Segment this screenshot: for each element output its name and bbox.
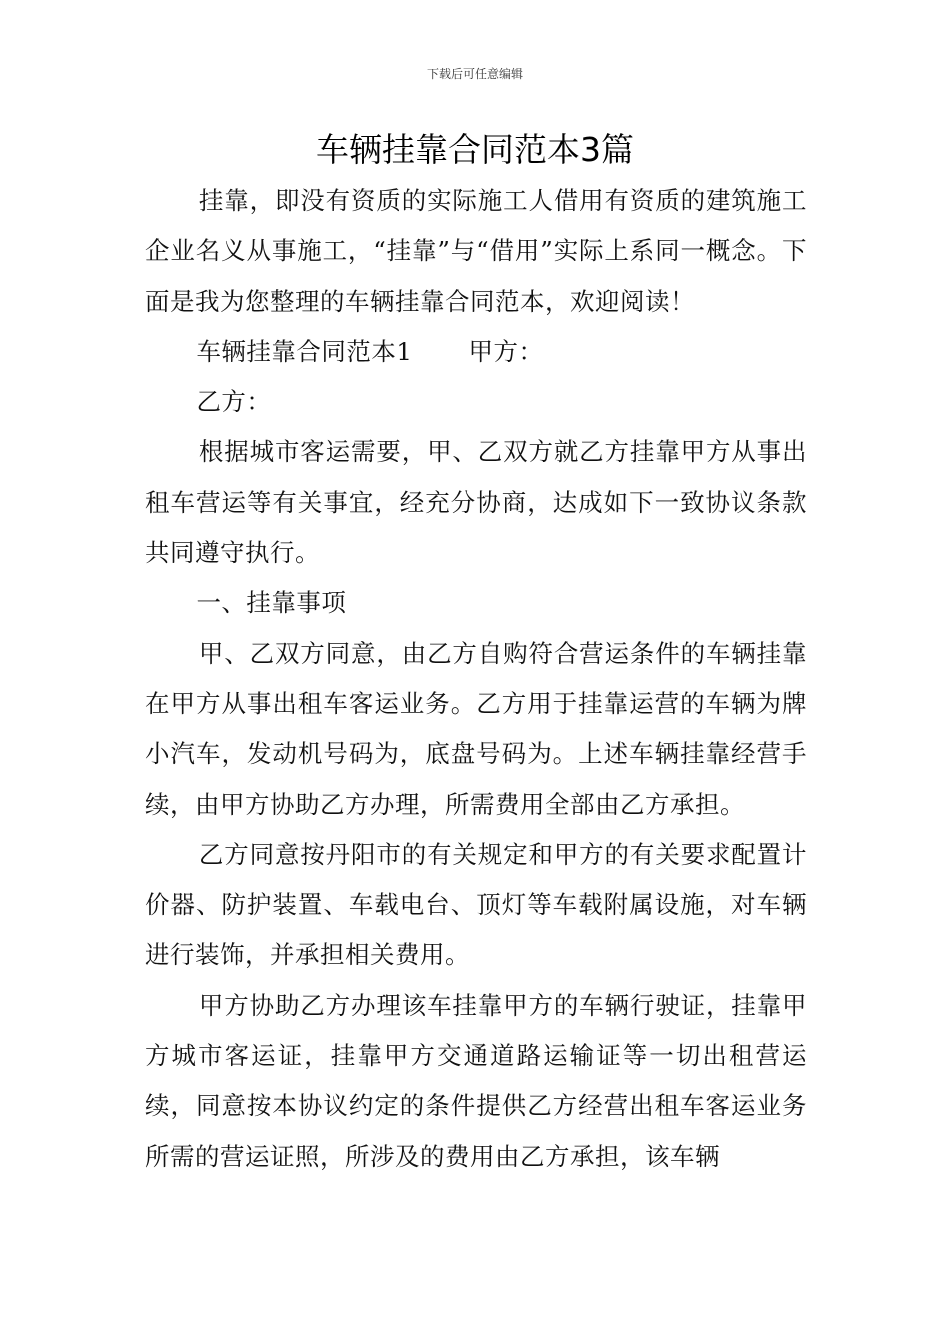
document-body [145,176,807,1182]
document-title: 车辆挂靠合同范本3篇 [316,130,634,169]
clause-paragraph-1: 甲、乙双方同意，由乙方自购符合营运条件的车辆挂靠在甲方从事出租车客运业务。乙方用于挂靠运营的车辆为牌小汽车，发动机号码为，底盘号码为。上述车辆挂靠经营手续，由甲方协助乙方办理，所需费用全部由乙方承担。 [145,638,807,819]
contract-heading: 车辆挂靠合同范本1 [196,336,413,366]
party-b-label: 乙方： [196,387,272,417]
party-a-label: 甲方： [468,336,544,366]
section-1-title: 一、挂靠事项 [196,588,347,618]
intro-paragraph: 挂靠，即没有资质的实际施工人借用有资质的建筑施工企业名义从事施工，“挂靠”与“借用”实际上系同一概念。下面是我为您整理的车辆挂靠合同范本，欢迎阅读！ [145,186,807,316]
clause-paragraph-2: 乙方同意按丹阳市的有关规定和甲方的有关要求配置计价器、防护装置、车载电台、顶灯等车载附属设施，对车辆进行装饰，并承担相关费用。 [145,839,807,970]
clause-paragraph-3: 甲方协助乙方办理该车挂靠甲方的车辆行驶证，挂靠甲方城市客运证，挂靠甲方交通道路运输证等一切出租营运续，同意按本协议约定的条件提供乙方经营出租车客运业务所需的营运证照，所涉及的费用由乙方承担，该车辆 [145,990,807,1171]
header-note: 下载后可任意编辑 [426,67,523,81]
contract-heading-line [145,327,807,377]
preamble-paragraph: 根据城市客运需要，甲、乙双方就乙方挂靠甲方从事出租车营运等有关事宜，经充分协商，达成如下一致协议条款共同遵守执行。 [145,437,807,568]
